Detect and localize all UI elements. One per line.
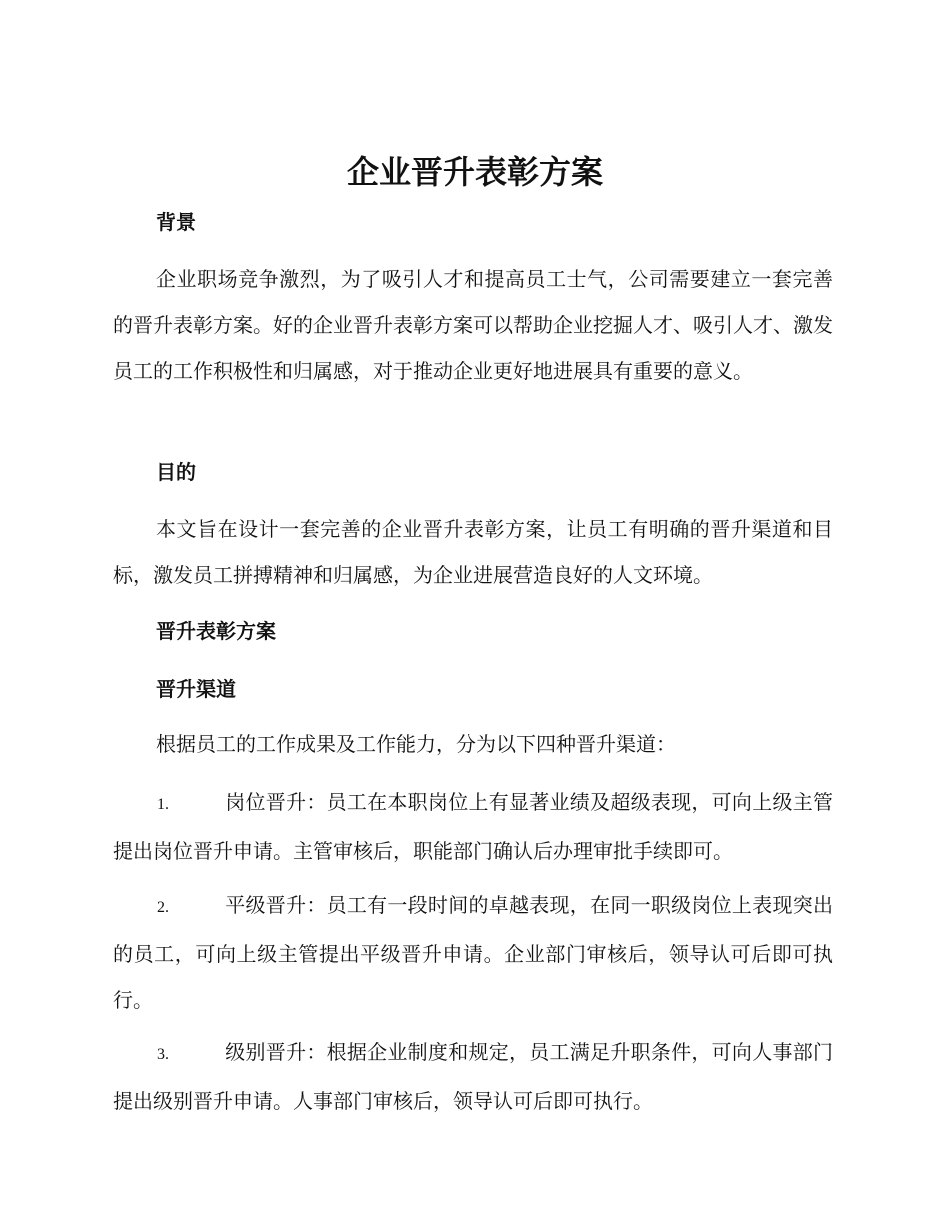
channels-intro: 根据员工的工作成果及工作能力，分为以下四种晋升渠道：	[156, 732, 676, 756]
background-paragraph: 企业职场竞争激烈，为了吸引人才和提高员工士气，公司需要建立一套完善的晋升表彰方案。好的企业晋升表彰方案可以帮助企业挖掘人才、吸引人才、激发员工的工作积极性和归属感，对于推动企业更好地进展具有重要的意义。	[113, 267, 833, 383]
list-item-text: 岗位晋升：员工在本职岗位上有显著业绩及超级表现，可向上级主管提出岗位晋升申请。主管审核后，职能部门确认后办理审批手续即可。	[113, 790, 833, 863]
list-item	[113, 779, 833, 874]
section-heading-background: 背景	[156, 210, 196, 234]
document-title: 企业晋升表彰方案	[346, 153, 603, 191]
section-heading-channels: 晋升渠道	[156, 677, 236, 701]
list-item-number: 3.	[157, 1046, 169, 1063]
list-item-text: 级别晋升：根据企业制度和规定，员工满足升职条件，可向人事部门提出级别晋升申请。人事部门审核后，领导认可后即可执行。	[113, 1040, 833, 1113]
section-heading-purpose: 目的	[156, 460, 196, 484]
section-heading-plan: 晋升表彰方案	[156, 619, 276, 643]
list-item-text: 平级晋升：员工有一段时间的卓越表现，在同一职级岗位上表现突出的员工，可向上级主管提出平级晋升申请。企业部门审核后，领导认可后即可执行。	[113, 893, 833, 1012]
list-item	[113, 1029, 833, 1124]
list-item	[113, 882, 833, 1023]
list-item-number: 2.	[157, 899, 169, 916]
list-item-number: 1.	[157, 796, 169, 813]
purpose-paragraph: 本文旨在设计一套完善的企业晋升表彰方案，让员工有明确的晋升渠道和目标，激发员工拼搏精神和归属感，为企业进展营造良好的人文环境。	[113, 517, 833, 587]
